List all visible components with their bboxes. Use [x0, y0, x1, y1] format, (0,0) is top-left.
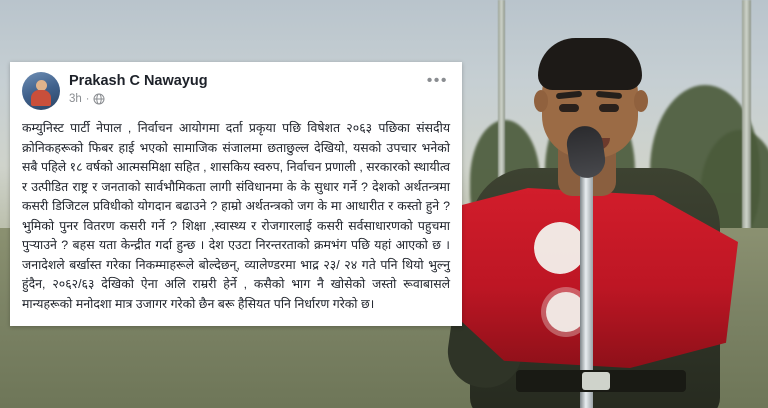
post-header: [22, 72, 450, 110]
flag-moon-emblem: [534, 222, 586, 274]
person-ear-right: [634, 90, 648, 112]
post-meta: [69, 92, 208, 106]
person-hair: [538, 38, 642, 90]
facebook-post-card: [10, 62, 462, 326]
person-belt-buckle: [582, 372, 610, 390]
person-eye-right: [599, 104, 619, 112]
person-eye-left: [559, 104, 579, 112]
post-timestamp[interactable]: 3h: [69, 93, 82, 105]
person-ear-left: [534, 90, 548, 112]
post-author-block: [69, 72, 208, 106]
post-text: कम्युनिस्ट पार्टी नेपाल , निर्वाचन आयोगमा दर्ता प्रकृया पछि विषेशत २०६३ पछिका संसदीय क्रोनिकहरूको फिबर हाई भएको सामाजिक संजालमा छताछुल्ल देखियो, यसको उपचार भनेको सबै पहिले १८ वर्षको आत्मसमिक्षा सहित , शासकिय स्वरुप, निर्वाचन प्रणाली , सरकारको स्थायीत्व र उत्पीडित राष्ट्र र जनताको सार्वभौमिकता लागी संविधानमा के के सुधार गर्ने ? देशको अर्थतन्त्रमा कसरी डिजिटल प्रविधीको योगदान बढाउने ? हाम्रो अर्थतन्त्रको जग के मा आधारीत र कस्तो हुने ? भुमिकाे पुनर वितरण कसरी गर्ने ? शिक्षा ,स्वास्थ्य र रोजगारलाई कसरी सर्वसाधारणको पहुचमा पुर्‍याउने ? बहस यता केन्द्रीत गर्दा हुन्छ । देश एउटा निरन्तरताको क्रमभंग पछि यहां आएको छ । जनादेशले बर्खास्त गरेका निकम्माहरूले बोल्देछन्, व्यालेण्डरमा भाद्र २३/ २४ गते पनि थियो भुल्नु हुंदैन, २०६२/६३ देखिको ऐना अलि राम्ररी हेर्ने , कसैको भाग नै खोसेको जस्तो रूवाबासले मान्यहरूको मनोदशा मात्र उजागर गरेको छैन बरू हैसियत पनि निर्धारण गरेको छ।: [22, 121, 450, 311]
meta-separator: ·: [85, 93, 90, 105]
globe-icon[interactable]: [93, 93, 105, 105]
avatar[interactable]: [22, 72, 60, 110]
person-subject: [430, 18, 768, 408]
ellipsis-icon[interactable]: •••: [426, 72, 448, 89]
post-author-name[interactable]: Prakash C Nawayug: [69, 73, 208, 89]
